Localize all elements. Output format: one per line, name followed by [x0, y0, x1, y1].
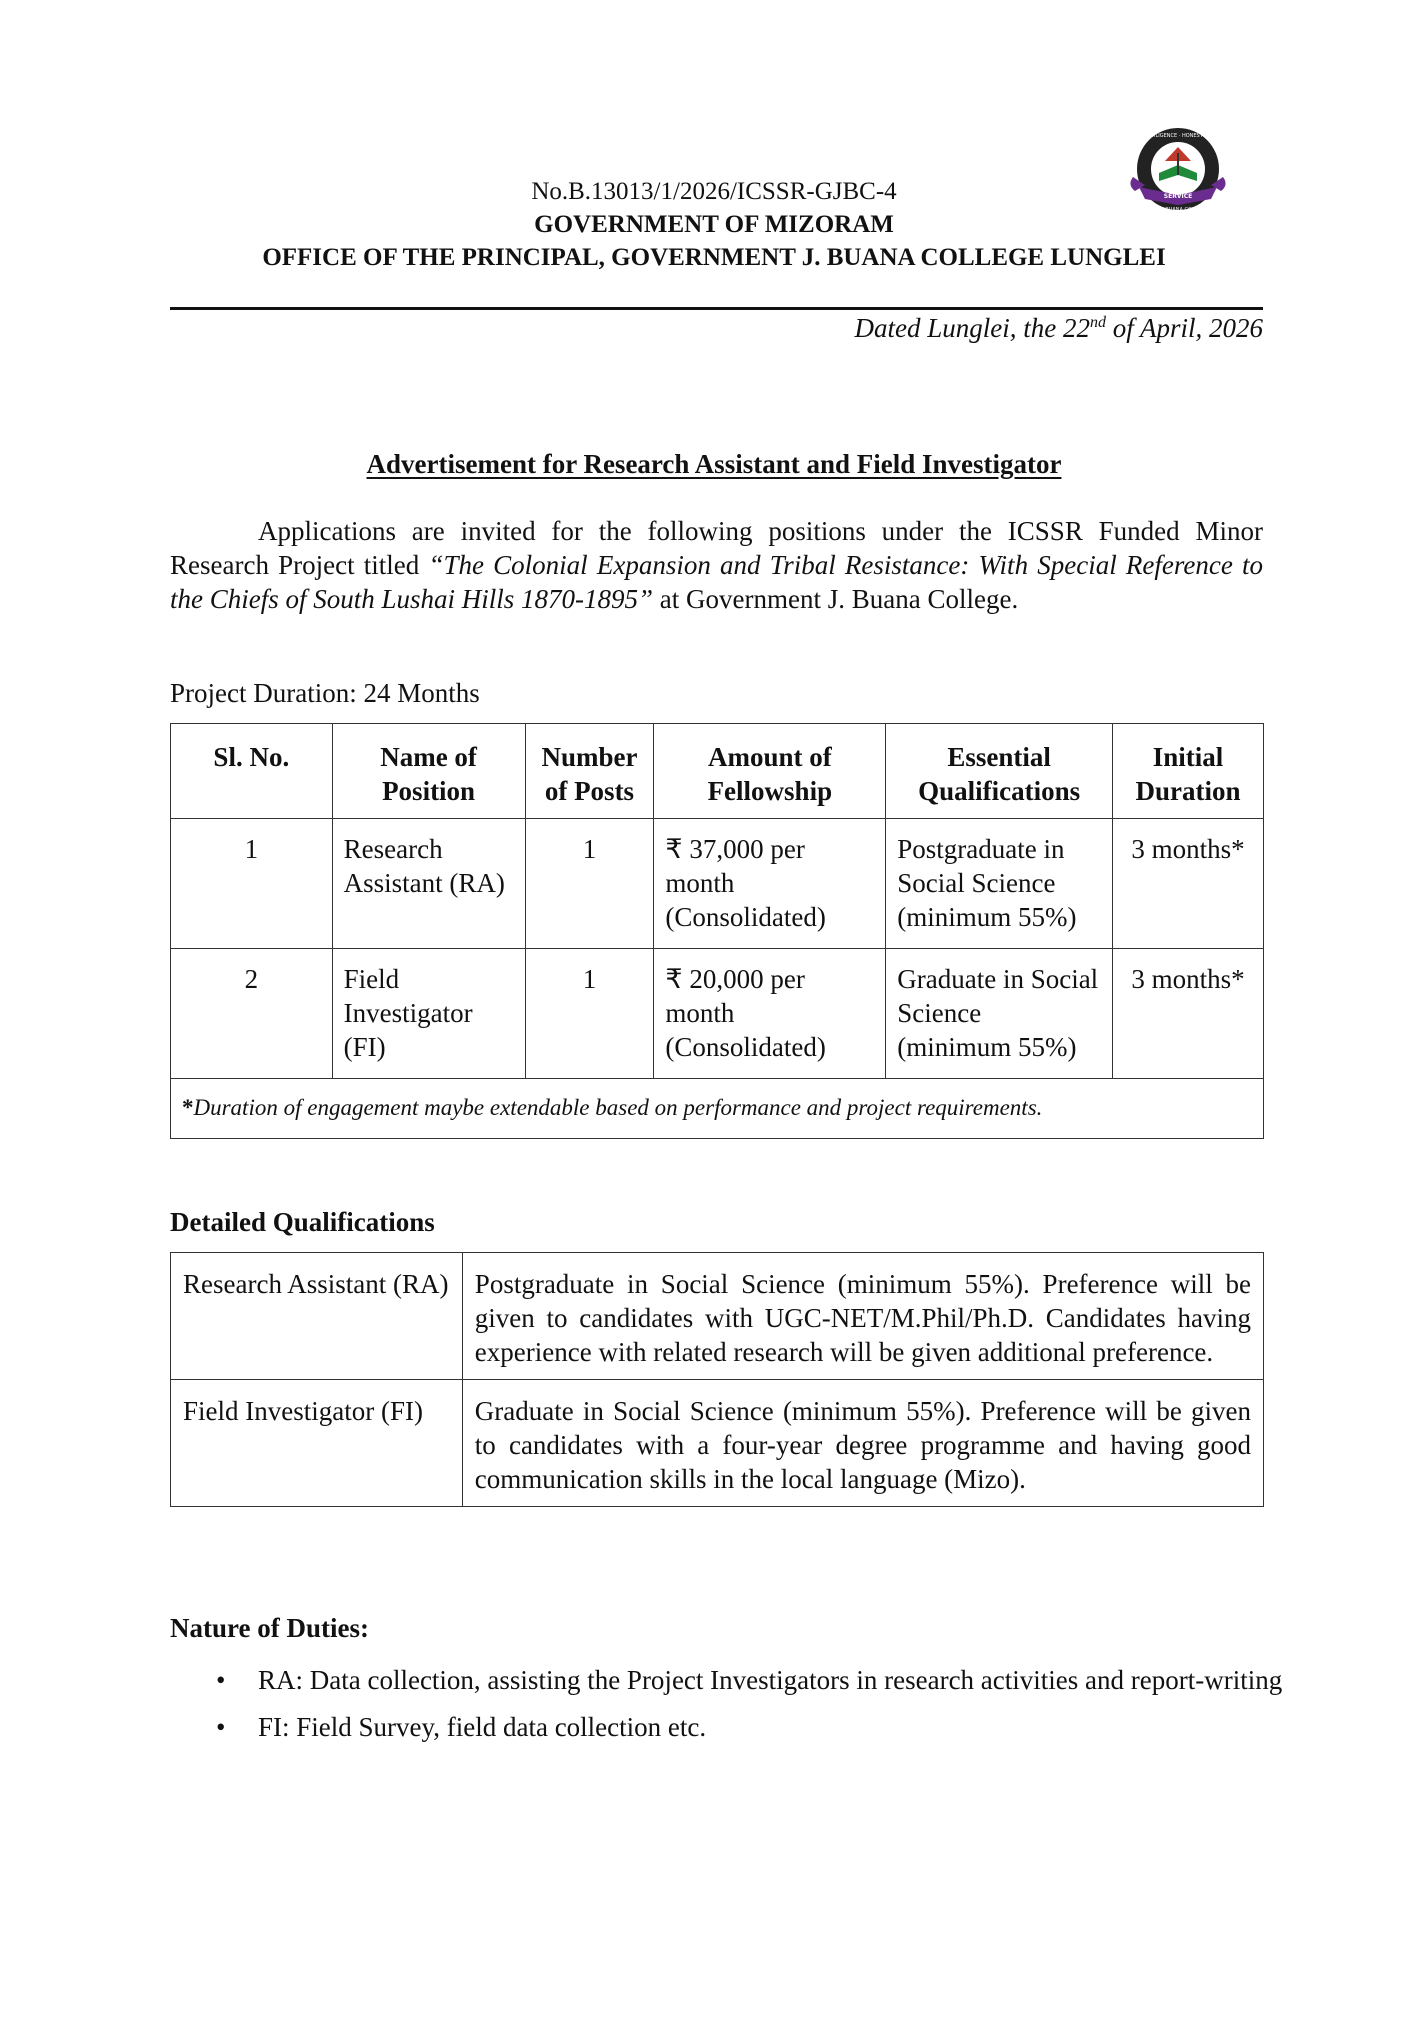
reference-number: No.B.13013/1/2026/ICSSR-GJBC-4	[531, 178, 897, 205]
positions-header-row	[171, 724, 1264, 819]
intro-after: at Government J. Buana College.	[653, 584, 1019, 614]
government-name: GOVERNMENT OF MIZORAM	[534, 211, 894, 238]
cell-position: Field Investigator (FI)	[332, 949, 525, 1079]
cell-posts: 1	[525, 949, 654, 1079]
table-note-row	[171, 1079, 1264, 1139]
header-posts: Number of Posts	[525, 724, 654, 819]
nature-of-duties-heading: Nature of Duties:	[170, 1613, 369, 1643]
list-item	[216, 1663, 1351, 1697]
date-ordinal: nd	[1089, 314, 1106, 331]
project-duration: Project Duration: 24 Months	[170, 678, 480, 708]
detailed-qualifications-heading: Detailed Qualifications	[170, 1207, 435, 1237]
note-text: Duration of engagement maybe extendable based on performance and project requirements.	[193, 1095, 1043, 1120]
date-suffix: of April, 2026	[1105, 313, 1263, 343]
intro-before: Applications are invited for the following positions under the ICSSR Funded Minor Research Project titled	[170, 516, 1263, 580]
project-title: “The Colonial Expansion and Tribal Resistance: With Special Reference to the Chiefs of South Lushai Hills 1870-1895”	[170, 550, 1263, 614]
qualifications-table	[170, 1252, 1264, 1507]
seal-motto-text: DILIGENCE · HONESTY	[1150, 133, 1206, 139]
list-item	[216, 1710, 1351, 1744]
duty-text: RA: Data collection, assisting the Project Investigators in research activities and report-writing	[258, 1665, 1283, 1695]
seal-banner-text: SERVICE	[1163, 193, 1193, 200]
qual-description: Graduate in Social Science (minimum 55%). Preference will be given to candidates with a four-year degree programme and having good communication skills in the local language (Mizo).	[462, 1380, 1263, 1507]
cell-fellowship: ₹ 20,000 per month (Consolidated)	[654, 949, 886, 1079]
advertisement-title: Advertisement for Research Assistant and Field Investigator	[366, 449, 1062, 479]
duties-list	[170, 1663, 1351, 1757]
qual-position: Research Assistant (RA)	[171, 1253, 463, 1380]
cell-qualifications: Graduate in Social Science (minimum 55%)	[886, 949, 1113, 1079]
bullet-icon: •	[216, 1712, 226, 1742]
seal-college-text: J.BUANA COLLEGE	[1162, 207, 1208, 213]
header-sl-no: Sl. No.	[171, 724, 333, 819]
date-line	[854, 313, 1263, 344]
duration-note	[171, 1079, 1264, 1139]
cell-sl-no: 2	[171, 949, 333, 1079]
header-fellowship: Amount of Fellowship	[654, 724, 886, 819]
note-asterisk: *	[182, 1095, 194, 1120]
cell-fellowship: ₹ 37,000 per month (Consolidated)	[654, 819, 886, 949]
seal-year-text: 1984	[1138, 207, 1152, 213]
qual-description: Postgraduate in Social Science (minimum 55%). Preference will be given to candidates with UGC-NET/M.Phil/Ph.D. Candidates having experience with related research will be given additional preference.	[462, 1253, 1263, 1380]
table-row	[171, 1253, 1264, 1380]
date-prefix: Dated Lunglei, the 22	[854, 313, 1090, 343]
intro-paragraph	[170, 514, 1263, 616]
cell-qualifications: Postgraduate in Social Science (minimum 55%)	[886, 819, 1113, 949]
duty-text: FI: Field Survey, field data collection etc.	[258, 1712, 707, 1742]
cell-duration: 3 months*	[1113, 819, 1264, 949]
header-qualifications: Essential Qualifications	[886, 724, 1113, 819]
qual-position: Field Investigator (FI)	[171, 1380, 463, 1507]
header-divider	[170, 307, 1263, 310]
positions-table	[170, 723, 1264, 1139]
letter-header	[0, 175, 1428, 274]
cell-duration: 3 months*	[1113, 949, 1264, 1079]
cell-sl-no: 1	[171, 819, 333, 949]
table-row	[171, 819, 1264, 949]
table-row	[171, 1380, 1264, 1507]
office-name: OFFICE OF THE PRINCIPAL, GOVERNMENT J. BUANA COLLEGE LUNGLEI	[262, 244, 1166, 271]
cell-posts: 1	[525, 819, 654, 949]
table-row	[171, 949, 1264, 1079]
header-position: Name of Position	[332, 724, 525, 819]
cell-position: Research Assistant (RA)	[332, 819, 525, 949]
header-duration: Initial Duration	[1113, 724, 1264, 819]
bullet-icon: •	[216, 1665, 226, 1695]
